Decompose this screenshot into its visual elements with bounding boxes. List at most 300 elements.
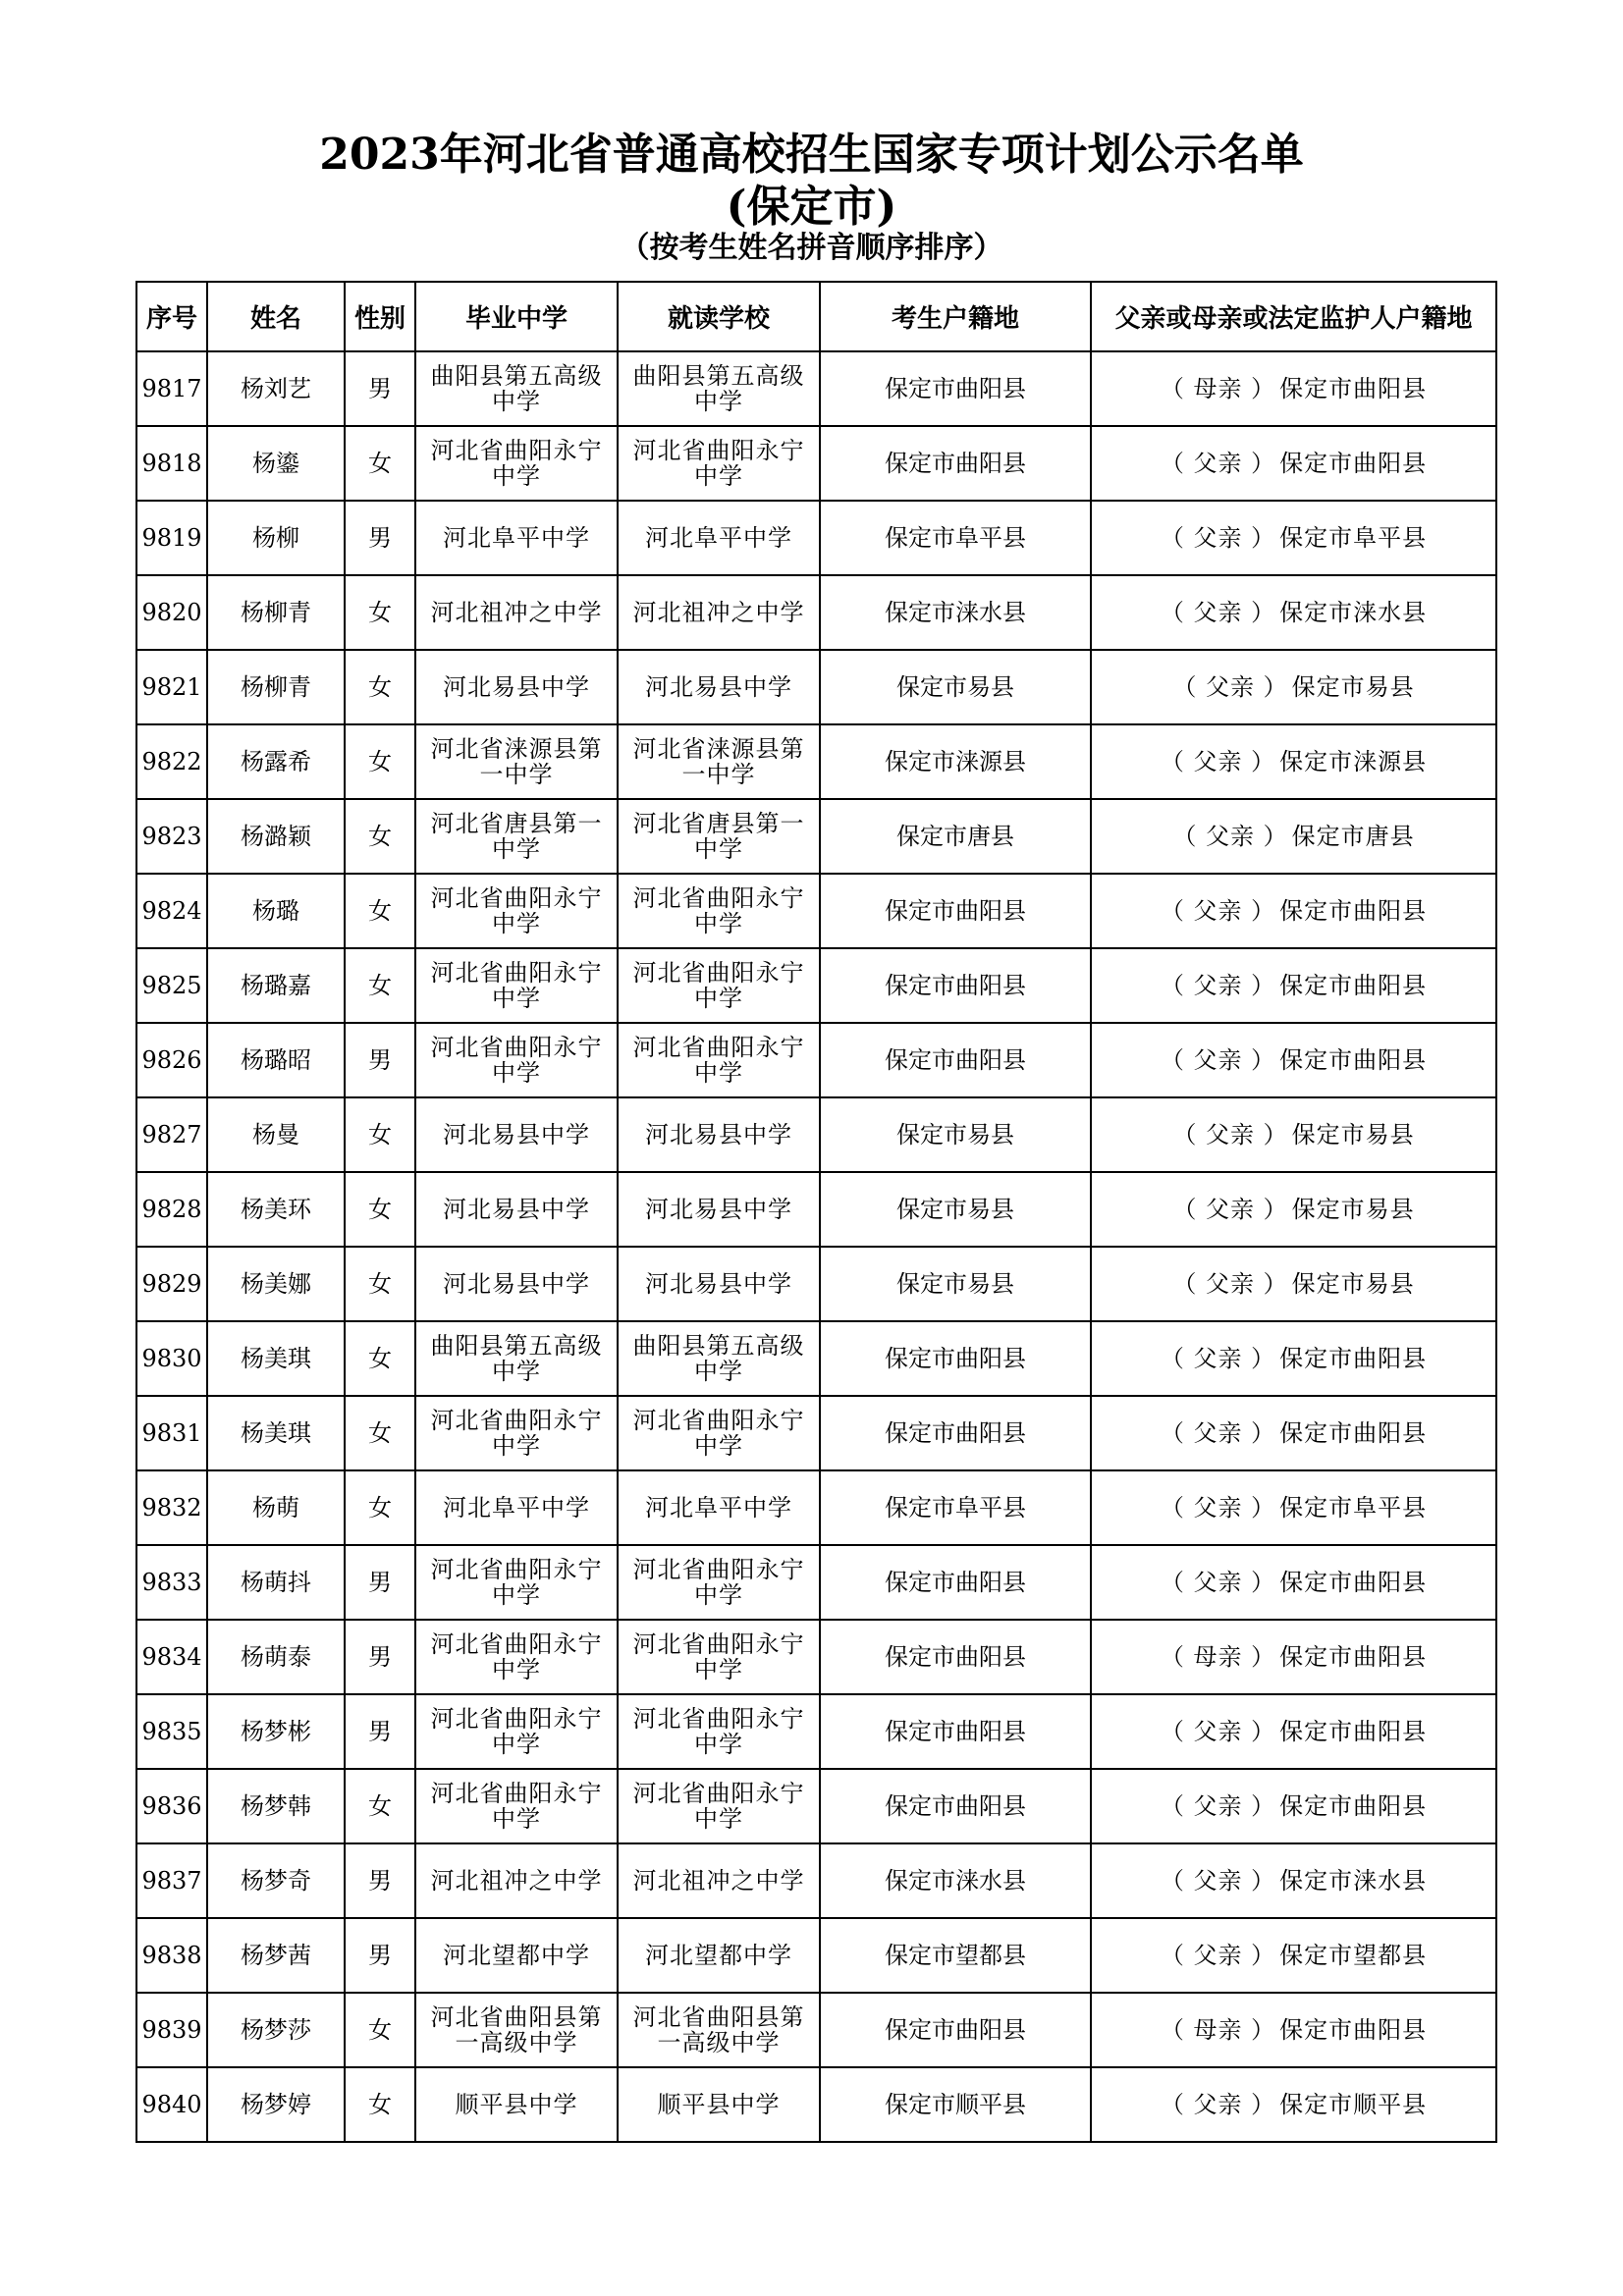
roster-table <box>135 281 1497 2143</box>
cell-seq: 9817 <box>136 351 207 426</box>
table-row <box>136 426 1496 501</box>
cell-grad-school <box>415 1097 618 1172</box>
cell-grad-school <box>415 948 618 1023</box>
cell-guardian-hukou <box>1091 2067 1496 2142</box>
cell-grad-school <box>415 1769 618 1843</box>
cell-grad-school <box>415 1993 618 2067</box>
cell-gender: 女 <box>345 799 415 874</box>
cell-seq: 9840 <box>136 2067 207 2142</box>
guardian-relation: （ 父亲 ） <box>1160 748 1276 775</box>
cell-gender: 女 <box>345 948 415 1023</box>
cell-gender: 女 <box>345 575 415 650</box>
cell-grad-school <box>415 799 618 874</box>
grad-school-text: 曲阳县第五高级中学 <box>430 1332 603 1385</box>
guardian-hukou-text: 保定市唐县 <box>1291 823 1415 850</box>
cell-gender: 女 <box>345 1247 415 1321</box>
guardian-relation: （ 母亲 ） <box>1160 375 1276 402</box>
cell-grad-school <box>415 1321 618 1396</box>
grad-school-text: 河北省曲阳永宁中学 <box>430 1705 603 1758</box>
cell-grad-school <box>415 1545 618 1620</box>
cell-grad-school <box>415 351 618 426</box>
guardian-hukou-text: 保定市曲阳县 <box>1279 1718 1428 1745</box>
cell-guardian-hukou <box>1091 1694 1496 1769</box>
current-school-text: 河北祖冲之中学 <box>632 599 805 626</box>
guardian-relation: （ 父亲 ） <box>1160 524 1276 552</box>
cell-gender: 女 <box>345 1396 415 1470</box>
table-row <box>136 1470 1496 1545</box>
guardian-relation: （ 父亲 ） <box>1160 972 1276 999</box>
cell-gender: 男 <box>345 1545 415 1620</box>
table-row <box>136 1097 1496 1172</box>
cell-gender: 男 <box>345 1843 415 1918</box>
cell-seq: 9824 <box>136 874 207 948</box>
cell-seq: 9829 <box>136 1247 207 1321</box>
guardian-hukou-text: 保定市曲阳县 <box>1279 897 1428 925</box>
cell-seq: 9830 <box>136 1321 207 1396</box>
grad-school-text: 河北省曲阳县第一高级中学 <box>430 2003 603 2056</box>
current-school-text: 河北省曲阳永宁中学 <box>632 1630 805 1683</box>
grad-school-text: 河北省唐县第一中学 <box>430 810 603 863</box>
guardian-relation: （ 父亲 ） <box>1160 1867 1276 1895</box>
guardian-hukou-text: 保定市曲阳县 <box>1279 1345 1428 1372</box>
cell-current-school <box>618 351 820 426</box>
cell-hukou: 保定市曲阳县 <box>820 1993 1091 2067</box>
grad-school-text: 河北省曲阳永宁中学 <box>430 884 603 937</box>
cell-seq: 9834 <box>136 1620 207 1694</box>
cell-seq: 9818 <box>136 426 207 501</box>
cell-seq: 9821 <box>136 650 207 724</box>
cell-guardian-hukou <box>1091 501 1496 575</box>
current-school-text: 河北省曲阳永宁中学 <box>632 1780 805 1833</box>
cell-current-school <box>618 575 820 650</box>
cell-current-school <box>618 1172 820 1247</box>
guardian-relation: （ 父亲 ） <box>1160 1942 1276 1969</box>
grad-school-text: 河北省曲阳永宁中学 <box>430 1780 603 1833</box>
cell-name: 杨萌 <box>207 1470 345 1545</box>
cell-gender: 男 <box>345 1918 415 1993</box>
guardian-hukou-text: 保定市顺平县 <box>1279 2091 1428 2118</box>
cell-guardian-hukou <box>1091 1993 1496 2067</box>
header-seq: 序号 <box>136 282 207 351</box>
cell-seq: 9825 <box>136 948 207 1023</box>
cell-seq: 9827 <box>136 1097 207 1172</box>
table-row <box>136 1993 1496 2067</box>
guardian-relation: （ 父亲 ） <box>1160 1419 1276 1447</box>
cell-current-school <box>618 1470 820 1545</box>
current-school-text: 曲阳县第五高级中学 <box>632 1332 805 1385</box>
header-name: 姓名 <box>207 282 345 351</box>
cell-name: 杨梦婷 <box>207 2067 345 2142</box>
cell-name: 杨璐 <box>207 874 345 948</box>
grad-school-text: 河北阜平中学 <box>443 524 590 552</box>
grad-school-text: 河北阜平中学 <box>443 1494 590 1522</box>
current-school-text: 河北省曲阳永宁中学 <box>632 1556 805 1609</box>
table-row <box>136 1321 1496 1396</box>
cell-current-school <box>618 501 820 575</box>
table-row <box>136 1545 1496 1620</box>
table-row <box>136 1247 1496 1321</box>
cell-current-school <box>618 1321 820 1396</box>
guardian-hukou-text: 保定市易县 <box>1291 673 1415 701</box>
cell-hukou: 保定市涞源县 <box>820 724 1091 799</box>
current-school-text: 河北省曲阳永宁中学 <box>632 1705 805 1758</box>
cell-current-school <box>618 1396 820 1470</box>
cell-guardian-hukou <box>1091 351 1496 426</box>
header-guardian-hukou: 父亲或母亲或法定监护人户籍地 <box>1091 282 1496 351</box>
cell-seq: 9819 <box>136 501 207 575</box>
table-row <box>136 874 1496 948</box>
cell-gender: 男 <box>345 1620 415 1694</box>
current-school-text: 顺平县中学 <box>657 2091 781 2118</box>
cell-current-school <box>618 1620 820 1694</box>
current-school-text: 河北省曲阳县第一高级中学 <box>632 2003 805 2056</box>
cell-grad-school <box>415 1620 618 1694</box>
current-school-text: 河北省曲阳永宁中学 <box>632 1034 805 1087</box>
cell-current-school <box>618 1918 820 1993</box>
cell-seq: 9838 <box>136 1918 207 1993</box>
grad-school-text: 河北省曲阳永宁中学 <box>430 959 603 1012</box>
cell-name: 杨美娜 <box>207 1247 345 1321</box>
cell-grad-school <box>415 1843 618 1918</box>
cell-gender: 女 <box>345 1769 415 1843</box>
header-grad-school: 毕业中学 <box>415 282 618 351</box>
cell-seq: 9823 <box>136 799 207 874</box>
cell-guardian-hukou <box>1091 650 1496 724</box>
table-row <box>136 724 1496 799</box>
cell-name: 杨美琪 <box>207 1321 345 1396</box>
grad-school-text: 顺平县中学 <box>455 2091 578 2118</box>
guardian-hukou-text: 保定市曲阳县 <box>1279 1046 1428 1074</box>
cell-grad-school <box>415 1023 618 1097</box>
grad-school-text: 河北省曲阳永宁中学 <box>430 1556 603 1609</box>
grad-school-text: 河北祖冲之中学 <box>430 1867 603 1895</box>
cell-hukou: 保定市涞水县 <box>820 1843 1091 1918</box>
cell-name: 杨露希 <box>207 724 345 799</box>
table-body <box>136 351 1496 2142</box>
cell-guardian-hukou <box>1091 1023 1496 1097</box>
table-row <box>136 1769 1496 1843</box>
table-row <box>136 799 1496 874</box>
cell-hukou: 保定市望都县 <box>820 1918 1091 1993</box>
cell-hukou: 保定市曲阳县 <box>820 1545 1091 1620</box>
table-row <box>136 351 1496 426</box>
cell-grad-school <box>415 650 618 724</box>
grad-school-text: 曲阳县第五高级中学 <box>430 362 603 415</box>
cell-guardian-hukou <box>1091 1097 1496 1172</box>
cell-hukou: 保定市曲阳县 <box>820 1396 1091 1470</box>
cell-current-school <box>618 1993 820 2067</box>
guardian-relation: （ 父亲 ） <box>1160 1569 1276 1596</box>
current-school-text: 河北易县中学 <box>645 1196 792 1223</box>
cell-seq: 9822 <box>136 724 207 799</box>
cell-hukou: 保定市曲阳县 <box>820 1321 1091 1396</box>
cell-current-school <box>618 426 820 501</box>
grad-school-text: 河北易县中学 <box>443 1196 590 1223</box>
cell-name: 杨潞颖 <box>207 799 345 874</box>
guardian-hukou-text: 保定市涞水县 <box>1279 1867 1428 1895</box>
guardian-hukou-text: 保定市曲阳县 <box>1279 1643 1428 1671</box>
cell-seq: 9832 <box>136 1470 207 1545</box>
cell-hukou: 保定市曲阳县 <box>820 1769 1091 1843</box>
guardian-hukou-text: 保定市阜平县 <box>1279 524 1428 552</box>
cell-seq: 9820 <box>136 575 207 650</box>
current-school-text: 河北省唐县第一中学 <box>632 810 805 863</box>
current-school-text: 河北易县中学 <box>645 1270 792 1298</box>
cell-seq: 9839 <box>136 1993 207 2067</box>
current-school-text: 河北祖冲之中学 <box>632 1867 805 1895</box>
current-school-text: 河北易县中学 <box>645 1121 792 1148</box>
table-row <box>136 2067 1496 2142</box>
table-row <box>136 1396 1496 1470</box>
table-row <box>136 1172 1496 1247</box>
grad-school-text: 河北易县中学 <box>443 1121 590 1148</box>
cell-name: 杨萌抖 <box>207 1545 345 1620</box>
cell-hukou: 保定市唐县 <box>820 799 1091 874</box>
cell-name: 杨刘艺 <box>207 351 345 426</box>
cell-name: 杨美琪 <box>207 1396 345 1470</box>
cell-seq: 9835 <box>136 1694 207 1769</box>
cell-hukou: 保定市曲阳县 <box>820 1023 1091 1097</box>
current-school-text: 河北省曲阳永宁中学 <box>632 884 805 937</box>
guardian-hukou-text: 保定市曲阳县 <box>1279 1792 1428 1820</box>
cell-seq: 9833 <box>136 1545 207 1620</box>
cell-seq: 9831 <box>136 1396 207 1470</box>
cell-name: 杨柳青 <box>207 575 345 650</box>
cell-grad-school <box>415 724 618 799</box>
guardian-relation: （ 父亲 ） <box>1160 1792 1276 1820</box>
guardian-relation: （ 父亲 ） <box>1160 897 1276 925</box>
cell-guardian-hukou <box>1091 1918 1496 1993</box>
cell-name: 杨梦韩 <box>207 1769 345 1843</box>
cell-gender: 男 <box>345 501 415 575</box>
cell-guardian-hukou <box>1091 1843 1496 1918</box>
header-gender: 性别 <box>345 282 415 351</box>
guardian-hukou-text: 保定市曲阳县 <box>1279 1419 1428 1447</box>
cell-name: 杨梦彬 <box>207 1694 345 1769</box>
guardian-relation: （ 父亲 ） <box>1172 1196 1288 1223</box>
cell-gender: 女 <box>345 1470 415 1545</box>
cell-guardian-hukou <box>1091 575 1496 650</box>
cell-hukou: 保定市曲阳县 <box>820 1694 1091 1769</box>
cell-seq: 9826 <box>136 1023 207 1097</box>
cell-grad-school <box>415 1470 618 1545</box>
cell-name: 杨曼 <box>207 1097 345 1172</box>
cell-grad-school <box>415 1247 618 1321</box>
cell-current-school <box>618 650 820 724</box>
cell-guardian-hukou <box>1091 1620 1496 1694</box>
cell-grad-school <box>415 874 618 948</box>
grad-school-text: 河北易县中学 <box>443 1270 590 1298</box>
cell-gender: 女 <box>345 1172 415 1247</box>
guardian-relation: （ 父亲 ） <box>1160 2091 1276 2118</box>
current-school-text: 河北阜平中学 <box>645 1494 792 1522</box>
grad-school-text: 河北易县中学 <box>443 673 590 701</box>
cell-hukou: 保定市易县 <box>820 1172 1091 1247</box>
cell-name: 杨梦奇 <box>207 1843 345 1918</box>
cell-current-school <box>618 2067 820 2142</box>
grad-school-text: 河北省曲阳永宁中学 <box>430 1034 603 1087</box>
cell-grad-school <box>415 426 618 501</box>
guardian-hukou-text: 保定市曲阳县 <box>1279 1569 1428 1596</box>
guardian-relation: （ 母亲 ） <box>1160 1643 1276 1671</box>
cell-current-school <box>618 1097 820 1172</box>
page-subtitle-city: (保定市) <box>726 182 897 232</box>
guardian-hukou-text: 保定市曲阳县 <box>1279 375 1428 402</box>
cell-gender: 女 <box>345 2067 415 2142</box>
header-hukou: 考生户籍地 <box>820 282 1091 351</box>
cell-name: 杨梦莎 <box>207 1993 345 2067</box>
cell-current-school <box>618 1247 820 1321</box>
guardian-hukou-text: 保定市曲阳县 <box>1279 2016 1428 2044</box>
table-row <box>136 1620 1496 1694</box>
table-row <box>136 1023 1496 1097</box>
cell-guardian-hukou <box>1091 1470 1496 1545</box>
cell-name: 杨璐昭 <box>207 1023 345 1097</box>
table-row <box>136 1843 1496 1918</box>
cell-grad-school <box>415 1172 618 1247</box>
guardian-relation: （ 父亲 ） <box>1172 1121 1288 1148</box>
cell-seq: 9837 <box>136 1843 207 1918</box>
cell-gender: 女 <box>345 874 415 948</box>
cell-current-school <box>618 874 820 948</box>
cell-name: 杨柳 <box>207 501 345 575</box>
page-title: 2023年河北省普通高校招生国家专项计划公示名单 <box>319 130 1304 180</box>
guardian-hukou-text: 保定市易县 <box>1291 1196 1415 1223</box>
cell-hukou: 保定市曲阳县 <box>820 948 1091 1023</box>
cell-hukou: 保定市顺平县 <box>820 2067 1091 2142</box>
cell-seq: 9828 <box>136 1172 207 1247</box>
cell-grad-school <box>415 1694 618 1769</box>
grad-school-text: 河北省涞源县第一中学 <box>430 735 603 788</box>
cell-name: 杨鎏 <box>207 426 345 501</box>
cell-gender: 女 <box>345 724 415 799</box>
grad-school-text: 河北望都中学 <box>443 1942 590 1969</box>
cell-grad-school <box>415 501 618 575</box>
cell-current-school <box>618 724 820 799</box>
header-current-school: 就读学校 <box>618 282 820 351</box>
table-header-row <box>136 282 1496 351</box>
cell-guardian-hukou <box>1091 948 1496 1023</box>
cell-current-school <box>618 1023 820 1097</box>
table-row <box>136 650 1496 724</box>
guardian-relation: （ 父亲 ） <box>1160 1718 1276 1745</box>
guardian-hukou-text: 保定市涞水县 <box>1279 599 1428 626</box>
cell-gender: 女 <box>345 1097 415 1172</box>
current-school-text: 曲阳县第五高级中学 <box>632 362 805 415</box>
sort-note: （按考生姓名拼音顺序排序） <box>620 231 1003 265</box>
cell-current-school <box>618 1694 820 1769</box>
guardian-hukou-text: 保定市易县 <box>1291 1121 1415 1148</box>
guardian-relation: （ 父亲 ） <box>1160 450 1276 477</box>
cell-name: 杨美环 <box>207 1172 345 1247</box>
guardian-relation: （ 父亲 ） <box>1160 1345 1276 1372</box>
cell-hukou: 保定市曲阳县 <box>820 426 1091 501</box>
guardian-relation: （ 父亲 ） <box>1172 1270 1288 1298</box>
cell-current-school <box>618 948 820 1023</box>
guardian-hukou-text: 保定市涞源县 <box>1279 748 1428 775</box>
cell-hukou: 保定市阜平县 <box>820 1470 1091 1545</box>
cell-guardian-hukou <box>1091 1545 1496 1620</box>
table-row <box>136 575 1496 650</box>
cell-hukou: 保定市阜平县 <box>820 501 1091 575</box>
current-school-text: 河北省涞源县第一中学 <box>632 735 805 788</box>
table-row <box>136 1694 1496 1769</box>
cell-hukou: 保定市涞水县 <box>820 575 1091 650</box>
cell-gender: 女 <box>345 1993 415 2067</box>
guardian-hukou-text: 保定市曲阳县 <box>1279 972 1428 999</box>
table-row <box>136 948 1496 1023</box>
guardian-relation: （ 母亲 ） <box>1160 2016 1276 2044</box>
cell-guardian-hukou <box>1091 799 1496 874</box>
cell-seq: 9836 <box>136 1769 207 1843</box>
table-row <box>136 1918 1496 1993</box>
cell-name: 杨萌泰 <box>207 1620 345 1694</box>
current-school-text: 河北易县中学 <box>645 673 792 701</box>
guardian-relation: （ 父亲 ） <box>1172 673 1288 701</box>
cell-hukou: 保定市曲阳县 <box>820 1620 1091 1694</box>
cell-grad-school <box>415 2067 618 2142</box>
cell-gender: 女 <box>345 650 415 724</box>
current-school-text: 河北省曲阳永宁中学 <box>632 437 805 490</box>
cell-name: 杨璐嘉 <box>207 948 345 1023</box>
cell-guardian-hukou <box>1091 1769 1496 1843</box>
cell-guardian-hukou <box>1091 1396 1496 1470</box>
cell-hukou: 保定市易县 <box>820 650 1091 724</box>
cell-current-school <box>618 1545 820 1620</box>
cell-guardian-hukou <box>1091 724 1496 799</box>
cell-grad-school <box>415 1918 618 1993</box>
cell-current-school <box>618 1769 820 1843</box>
table-row <box>136 501 1496 575</box>
cell-hukou: 保定市易县 <box>820 1097 1091 1172</box>
cell-guardian-hukou <box>1091 1321 1496 1396</box>
cell-guardian-hukou <box>1091 1247 1496 1321</box>
cell-hukou: 保定市曲阳县 <box>820 351 1091 426</box>
current-school-text: 河北省曲阳永宁中学 <box>632 1407 805 1460</box>
cell-gender: 男 <box>345 351 415 426</box>
current-school-text: 河北省曲阳永宁中学 <box>632 959 805 1012</box>
guardian-hukou-text: 保定市曲阳县 <box>1279 450 1428 477</box>
guardian-relation: （ 父亲 ） <box>1160 599 1276 626</box>
cell-hukou: 保定市曲阳县 <box>820 874 1091 948</box>
grad-school-text: 河北省曲阳永宁中学 <box>430 1630 603 1683</box>
guardian-relation: （ 父亲 ） <box>1160 1046 1276 1074</box>
cell-current-school <box>618 799 820 874</box>
cell-guardian-hukou <box>1091 874 1496 948</box>
guardian-hukou-text: 保定市易县 <box>1291 1270 1415 1298</box>
cell-grad-school <box>415 575 618 650</box>
cell-gender: 男 <box>345 1023 415 1097</box>
cell-guardian-hukou <box>1091 426 1496 501</box>
guardian-hukou-text: 保定市望都县 <box>1279 1942 1428 1969</box>
cell-gender: 男 <box>345 1694 415 1769</box>
grad-school-text: 河北祖冲之中学 <box>430 599 603 626</box>
grad-school-text: 河北省曲阳永宁中学 <box>430 437 603 490</box>
grad-school-text: 河北省曲阳永宁中学 <box>430 1407 603 1460</box>
cell-name: 杨梦茜 <box>207 1918 345 1993</box>
guardian-hukou-text: 保定市阜平县 <box>1279 1494 1428 1522</box>
cell-hukou: 保定市易县 <box>820 1247 1091 1321</box>
cell-guardian-hukou <box>1091 1172 1496 1247</box>
cell-gender: 女 <box>345 1321 415 1396</box>
cell-gender: 女 <box>345 426 415 501</box>
current-school-text: 河北阜平中学 <box>645 524 792 552</box>
cell-name: 杨柳青 <box>207 650 345 724</box>
guardian-relation: （ 父亲 ） <box>1172 823 1288 850</box>
current-school-text: 河北望都中学 <box>645 1942 792 1969</box>
cell-grad-school <box>415 1396 618 1470</box>
guardian-relation: （ 父亲 ） <box>1160 1494 1276 1522</box>
